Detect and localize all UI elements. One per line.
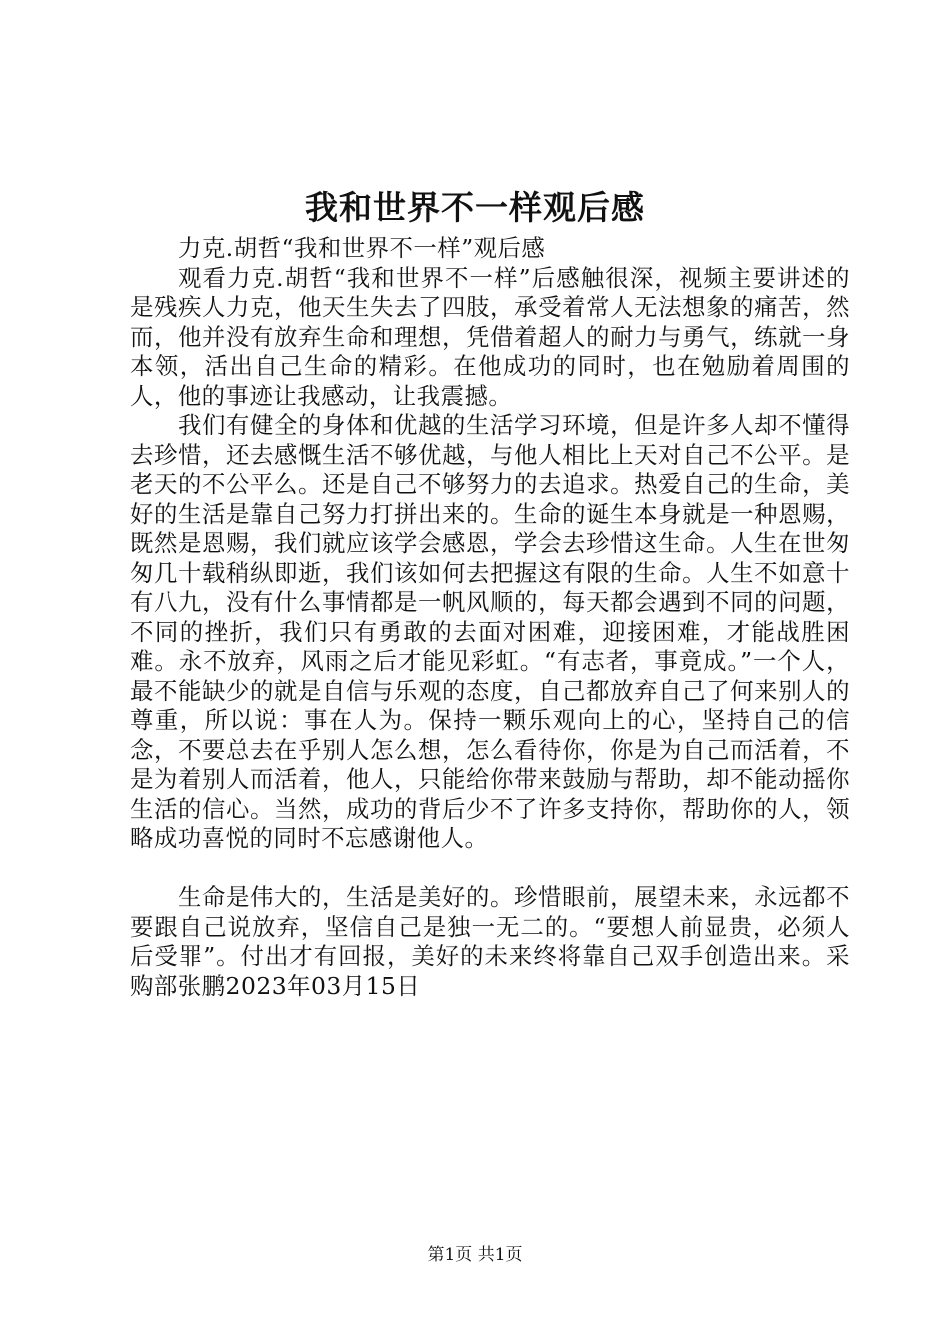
body-paragraph-1: 观看力克.胡哲“我和世界不一样”后感触很深，视频主要讲述的是残疾人力克，他天生失去了四肢，承受着常人无法想象的痛苦，然而，他并没有放弃生命和理想，凭借着超人的耐力与勇气，练就一身本领，活出自己生命的精彩。在他成功的同时，也在勉励着周围的人，他的事迹让我感动，让我震撼。 bbox=[130, 263, 850, 410]
paragraph-gap bbox=[130, 854, 850, 884]
subtitle-paragraph: 力克.胡哲“我和世界不一样”观后感 bbox=[178, 234, 546, 262]
document-body bbox=[130, 234, 850, 1001]
body-paragraph-3: 生命是伟大的，生活是美好的。珍惜眼前，展望未来，永远都不要跟自己说放弃，坚信自己是独一无二的。“要想人前显贵，必须人后受罪”。付出才有回报，美好的未来终将靠自己双手创造出来。采购部张鹏2023年03月15日 bbox=[130, 883, 850, 1000]
page-number-footer: 第1页 共1页 bbox=[427, 1245, 523, 1265]
body-paragraph-2: 我们有健全的身体和优越的生活学习环境，但是许多人却不懂得去珍惜，还去感慨生活不够优越，与他人相比上天对自己不公平。是老天的不公平么。还是自己不够努力的去追求。热爱自己的生命，美好的生活是靠自己努力打拼出来的。生命的诞生本身就是一种恩赐，既然是恩赐，我们就应该学会感恩，学会去珍惜这生命。人生在世匆匆几十载稍纵即逝，我们该如何去把握这有限的生命。人生不如意十有八九，没有什么事情都是一帆风顺的，每天都会遇到不同的问题，不同的挫折，我们只有勇敢的去面对困难，迎接困难，才能战胜困难。永不放弃，风雨之后才能见彩虹。“有志者，事竟成。”一个人，最不能缺少的就是自信与乐观的态度，自己都放弃自己了何来别人的尊重，所以说：事在人为。保持一颗乐观向上的心，坚持自己的信念，不要总去在乎别人怎么想，怎么看待你，你是为自己而活着，不是为着别人而活着，他人，只能给你带来鼓励与帮助，却不能动摇你生活的信心。当然，成功的背后少不了许多支持你，帮助你的人，领略成功喜悦的同时不忘感谢他人。 bbox=[130, 411, 850, 852]
document-title: 我和世界不一样观后感 bbox=[305, 188, 645, 227]
